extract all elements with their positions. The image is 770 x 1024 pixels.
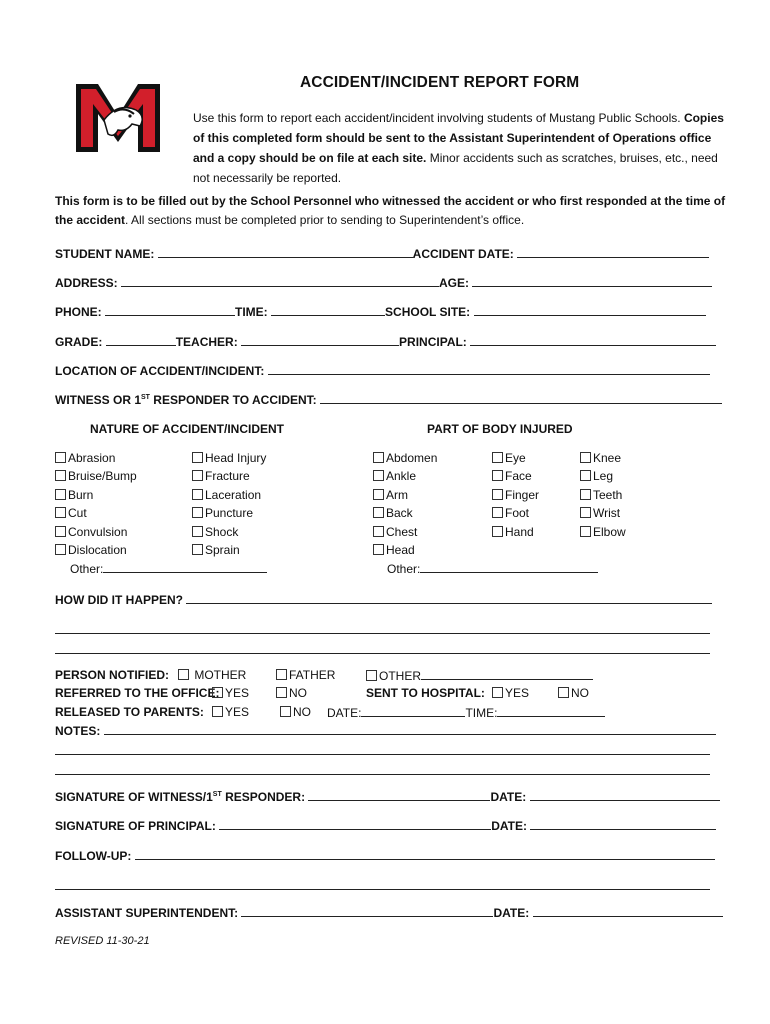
- checkbox-head[interactable]: Head: [373, 543, 415, 557]
- nature-other: Other:: [70, 561, 267, 576]
- body-other-field[interactable]: [420, 561, 598, 573]
- how-line-2[interactable]: [55, 633, 710, 634]
- checkbox-abdomen[interactable]: Abdomen: [373, 451, 437, 465]
- how-line-3[interactable]: [55, 653, 710, 654]
- row-notes: NOTES:: [55, 723, 716, 738]
- witness-signature-field[interactable]: [308, 789, 490, 801]
- checkbox-foot[interactable]: Foot: [492, 506, 529, 520]
- checkbox-dislocation[interactable]: Dislocation: [55, 543, 127, 557]
- checkbox-abrasion[interactable]: Abrasion: [55, 451, 115, 465]
- checkbox-wrist[interactable]: Wrist: [580, 506, 620, 520]
- notes-line-3[interactable]: [55, 774, 710, 775]
- checkbox-arm[interactable]: Arm: [373, 488, 408, 502]
- row-grade: GRADE: TEACHER: PRINCIPAL:: [55, 334, 716, 349]
- row-asst-supt: ASSISTANT SUPERINTENDENT: DATE:: [55, 905, 723, 920]
- checkbox-shock[interactable]: Shock: [192, 525, 238, 539]
- nature-heading: NATURE OF ACCIDENT/INCIDENT: [90, 422, 284, 436]
- body-heading: PART OF BODY INJURED: [427, 422, 573, 436]
- checkbox-back[interactable]: Back: [373, 506, 413, 520]
- released-date: DATE: TIME:: [327, 705, 605, 720]
- principal-signature-field[interactable]: [219, 818, 491, 830]
- checkbox-knee[interactable]: Knee: [580, 451, 621, 465]
- row-location: LOCATION OF ACCIDENT/INCIDENT:: [55, 363, 710, 378]
- checkbox-teeth[interactable]: Teeth: [580, 488, 622, 502]
- checkbox-face[interactable]: Face: [492, 469, 532, 483]
- checkbox-convulsion[interactable]: Convulsion: [55, 525, 127, 539]
- intro-text: Use this form to report each accident/incident involving students of Mustang Public Schools. Copies of this completed form should be sent to the Assistant Superintendent of Operations office and a copy should be on file at each site. Minor accidents such as scratches, bruises, etc., need not necessarily be reported.: [193, 111, 724, 185]
- checkbox-mother[interactable]: MOTHER: [178, 668, 246, 682]
- checkbox-puncture[interactable]: Puncture: [192, 506, 253, 520]
- released-time-field[interactable]: [497, 705, 605, 717]
- checkbox-laceration[interactable]: Laceration: [192, 488, 261, 502]
- asst-signature-field[interactable]: [241, 905, 493, 917]
- witness-field[interactable]: [320, 392, 722, 404]
- checkbox-fracture[interactable]: Fracture: [192, 469, 250, 483]
- phone-field[interactable]: [105, 304, 235, 316]
- checkbox-bruise[interactable]: Bruise/Bump: [55, 469, 137, 483]
- checkbox-eye[interactable]: Eye: [492, 451, 526, 465]
- checkbox-finger[interactable]: Finger: [492, 488, 539, 502]
- school-site-field[interactable]: [474, 304, 706, 316]
- principal-date-field[interactable]: [530, 818, 716, 830]
- age-field[interactable]: [472, 275, 712, 287]
- address-field[interactable]: [121, 275, 439, 287]
- body-other: Other:: [387, 561, 598, 576]
- student-name-field[interactable]: [158, 246, 413, 258]
- notes-line-2[interactable]: [55, 754, 710, 755]
- other-notified-field[interactable]: [421, 668, 593, 680]
- row-address: ADDRESS: AGE:: [55, 275, 712, 290]
- checkbox-sprain[interactable]: Sprain: [192, 543, 240, 557]
- asst-date-field[interactable]: [533, 905, 723, 917]
- person-notified-label: PERSON NOTIFIED:: [55, 668, 170, 682]
- location-field[interactable]: [268, 363, 710, 375]
- checkbox-hospital-no[interactable]: NO: [558, 686, 589, 700]
- checkbox-head-injury[interactable]: Head Injury: [192, 451, 266, 465]
- row-student: STUDENT NAME: ACCIDENT DATE:: [55, 246, 709, 261]
- row-sig-witness: SIGNATURE OF WITNESS/1ST RESPONDER: DATE:: [55, 789, 720, 804]
- grade-field[interactable]: [106, 334, 176, 346]
- notice-text: This form is to be filled out by the School Personnel who witnessed the accident or who first responded at the time of the accident. All sections must be completed prior to sending to Superintendent’s office.: [55, 194, 726, 227]
- checkbox-referred-no[interactable]: NO: [276, 686, 307, 700]
- mustang-logo: [74, 80, 162, 156]
- notes-field[interactable]: [104, 723, 716, 735]
- row-how: HOW DID IT HAPPEN?: [55, 592, 712, 607]
- checkbox-hand[interactable]: Hand: [492, 525, 534, 539]
- checkbox-referred-yes[interactable]: YES: [212, 686, 249, 700]
- revision-note: REVISED 11-30-21: [55, 935, 150, 947]
- checkbox-hospital-yes[interactable]: YES: [492, 686, 529, 700]
- nature-other-field[interactable]: [103, 561, 267, 573]
- row-phone: PHONE: TIME: SCHOOL SITE:: [55, 304, 706, 319]
- row-sig-principal: SIGNATURE OF PRINCIPAL: DATE:: [55, 818, 716, 833]
- row-witness: WITNESS OR 1ST RESPONDER TO ACCIDENT:: [55, 392, 722, 407]
- checkbox-father[interactable]: FATHER: [276, 668, 335, 682]
- released-date-field[interactable]: [361, 705, 465, 717]
- checkbox-burn[interactable]: Burn: [55, 488, 93, 502]
- principal-field[interactable]: [470, 334, 716, 346]
- witness-date-field[interactable]: [530, 789, 720, 801]
- time-field[interactable]: [271, 304, 385, 316]
- hospital-label: SENT TO HOSPITAL:: [366, 686, 485, 700]
- followup-line-2[interactable]: [55, 889, 710, 890]
- checkbox-leg[interactable]: Leg: [580, 469, 613, 483]
- checkbox-other[interactable]: OTHER: [366, 668, 593, 683]
- checkbox-released-no[interactable]: NO: [280, 705, 311, 719]
- accident-date-field[interactable]: [517, 246, 709, 258]
- checkbox-elbow[interactable]: Elbow: [580, 525, 626, 539]
- checkbox-ankle[interactable]: Ankle: [373, 469, 416, 483]
- checkbox-chest[interactable]: Chest: [373, 525, 417, 539]
- form-title: ACCIDENT/INCIDENT REPORT FORM: [300, 74, 580, 91]
- teacher-field[interactable]: [241, 334, 399, 346]
- referred-label: REFERRED TO THE OFFICE:: [55, 686, 220, 700]
- released-label: RELEASED TO PARENTS:: [55, 705, 204, 719]
- checkbox-cut[interactable]: Cut: [55, 506, 87, 520]
- row-followup: FOLLOW-UP:: [55, 848, 715, 863]
- how-field[interactable]: [186, 592, 712, 604]
- checkbox-released-yes[interactable]: YES: [212, 705, 249, 719]
- followup-field[interactable]: [135, 848, 715, 860]
